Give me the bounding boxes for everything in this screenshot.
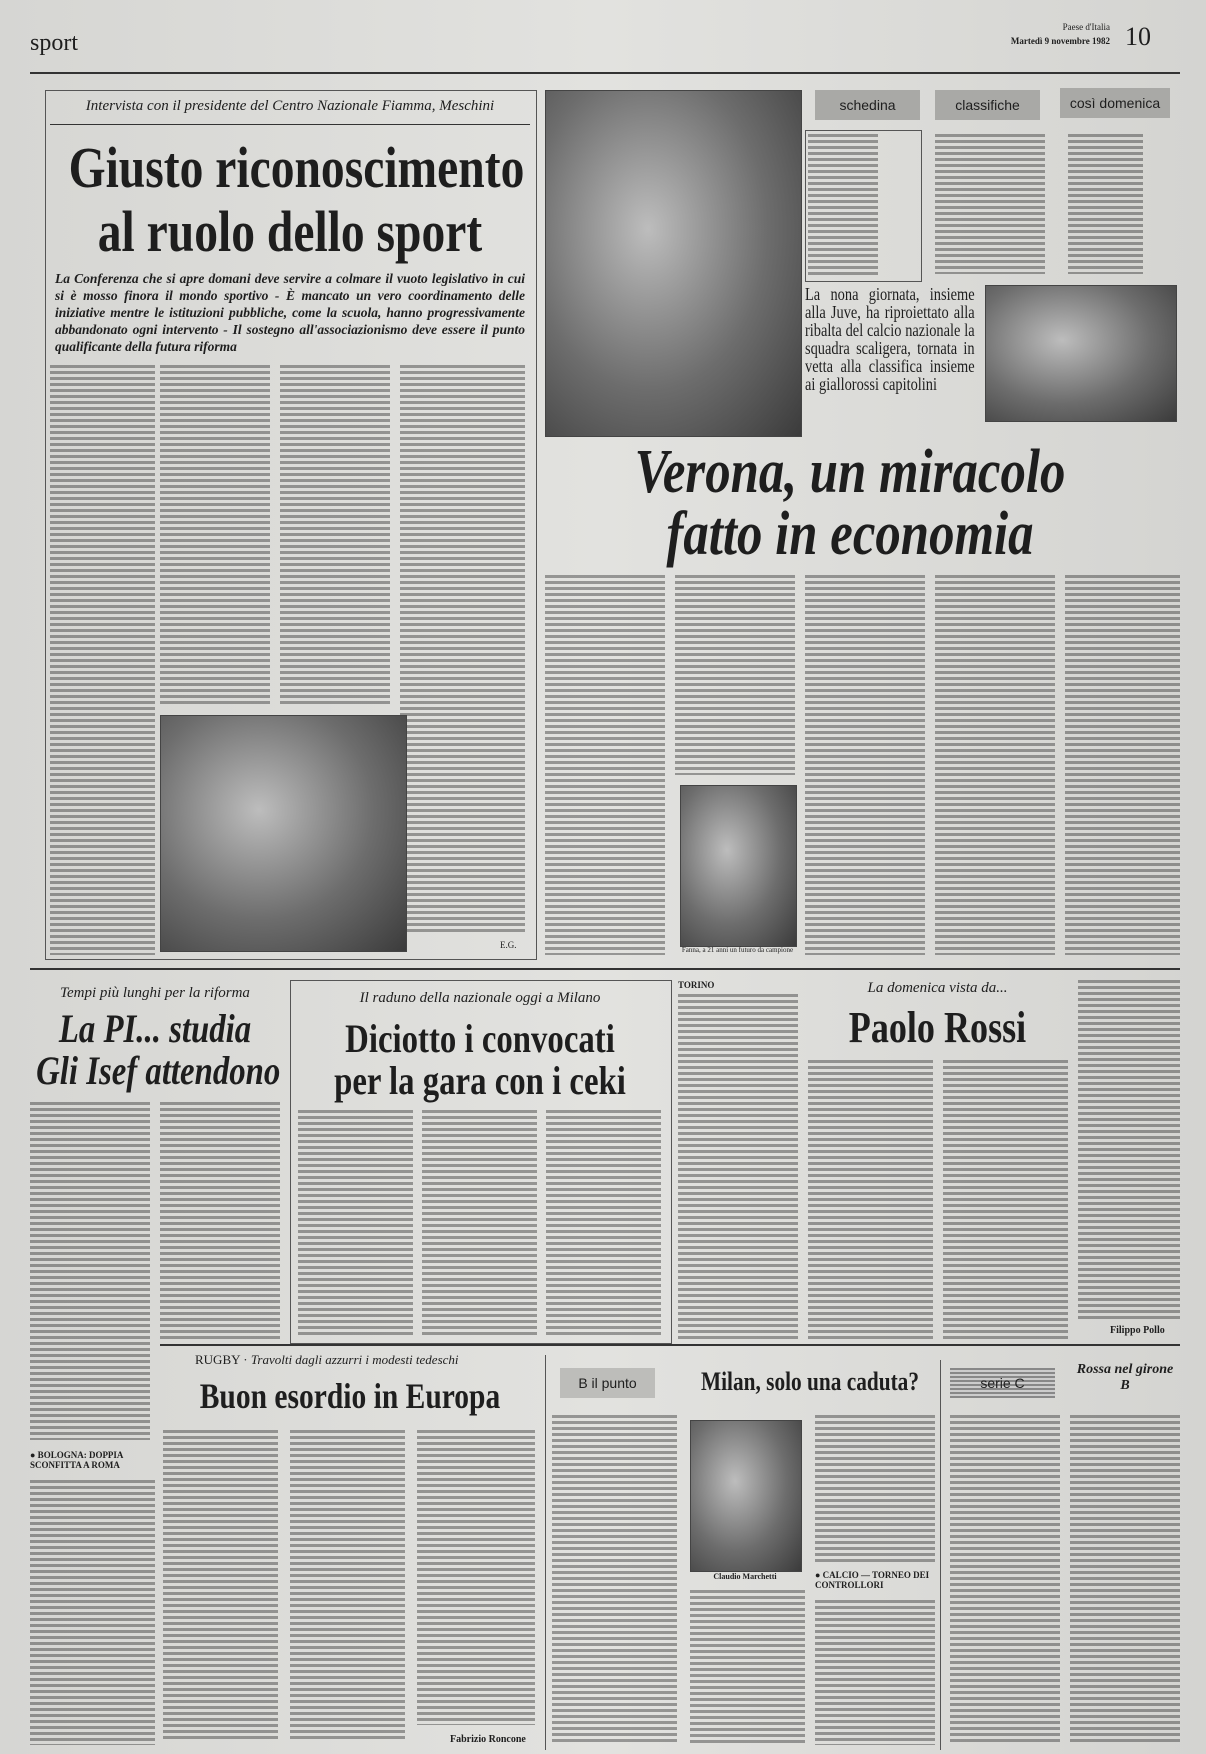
text-column: [690, 1590, 805, 1745]
b-il-punto-label: B il punto: [560, 1368, 655, 1398]
text-column: [943, 1060, 1068, 1340]
kicker-rule: [50, 124, 530, 125]
text-column: [422, 1110, 537, 1335]
signature: E.G.: [500, 940, 517, 950]
serie-c-headline: Rossa nel girone B: [1076, 1362, 1174, 1393]
page-number: 10: [1125, 22, 1151, 51]
schedina-rows: [808, 134, 878, 276]
rugby-label: RUGBY: [195, 1352, 241, 1367]
pi-kicker: Tempi più lunghi per la riforma: [60, 985, 250, 1001]
text-column: [950, 1415, 1060, 1745]
rugby-headline: Buon esordio in Europa: [199, 1376, 501, 1416]
tab-classifiche: classifiche: [935, 90, 1040, 120]
milan-photo-caption: Claudio Marchetti: [713, 1572, 777, 1581]
paper-name: Paese d'Italia: [1062, 22, 1110, 32]
pi-brief: ● BOLOGNA: DOPPIA SCONFITTA A ROMA: [30, 1450, 123, 1470]
text-column: [552, 1415, 677, 1745]
text-column: [1078, 980, 1180, 1320]
text-column: [678, 994, 798, 1339]
text-column: [808, 1060, 933, 1340]
top-headline-1: Giusto riconoscimento: [68, 135, 525, 200]
portrait-caption: Fanna, a 21 anni un futuro da campione: [681, 946, 794, 954]
football-action-photo: [545, 90, 802, 437]
text-column: [50, 365, 155, 955]
rossi-kicker: La domenica vista da...: [867, 980, 1008, 996]
text-column: [290, 1430, 405, 1740]
milan-headline: Milan, solo una caduta?: [701, 1367, 919, 1396]
rugby-byline: Fabrizio Roncone: [450, 1734, 526, 1745]
verona-headline-2: fatto in economia: [666, 500, 1034, 568]
section-rule: [160, 1344, 1180, 1346]
rugby-kicker-text: Travolti dagli azzurri i modesti tedeschi: [250, 1352, 459, 1367]
text-column: [815, 1415, 935, 1565]
top-kicker: Intervista con il presidente del Centro Nazionale Fiamma, Meschini: [85, 98, 495, 114]
date: Martedì 9 novembre 1982: [1010, 36, 1110, 46]
column-divider: [545, 1355, 546, 1750]
text-column: [298, 1110, 413, 1335]
rugby-kicker: RUGBY · Travolti dagli azzurri i modesti tedeschi: [195, 1352, 459, 1367]
section-rule: [30, 968, 1180, 970]
text-column: [160, 1102, 280, 1340]
tab-schedina: schedina: [815, 90, 920, 120]
pi-headline-2: Gli Isef attendono: [36, 1048, 281, 1093]
cosi-domenica-list: [1068, 134, 1143, 274]
fanna-portrait: [680, 785, 797, 947]
text-column: [545, 575, 665, 955]
text-column: [417, 1430, 535, 1725]
rossi-byline: Filippo Pollo: [1110, 1325, 1165, 1336]
text-column: [546, 1110, 661, 1335]
text-column: [675, 575, 795, 775]
tab-cosi-domenica: così domenica: [1060, 88, 1170, 118]
text-column: [1070, 1415, 1180, 1745]
juve-photo: [985, 285, 1177, 422]
text-column: [30, 1102, 150, 1440]
nazionale-kicker: Il raduno della nazionale oggi a Milano: [359, 990, 601, 1006]
player-portrait: [690, 1420, 802, 1572]
athletes-photo: [160, 715, 407, 952]
dateline: TORINO: [678, 980, 715, 990]
top-deck: La Conferenza che si apre domani deve servire a colmare il vuoto legislativo in cui si è mosso finora il mondo sportivo - È mancato un vero coordinamento delle iniziative mentre le istituzioni pubbliche, come la scuola, hanno progressivamente abbandonato ogni intervento - Il sostegno all'associazionismo deve essere il punto qualificante della futura riforma: [55, 271, 525, 354]
column-divider: [940, 1360, 941, 1750]
text-column: [1065, 575, 1180, 955]
text-column: [160, 365, 270, 705]
verona-headline-1: Verona, un miracolo: [634, 438, 1066, 506]
text-column: [163, 1430, 278, 1740]
text-column: [815, 1600, 935, 1745]
classifiche-text: [935, 134, 1045, 274]
pi-headline-1: La PI... studia: [58, 1006, 252, 1051]
nazionale-headline-1: Diciotto i convocati: [345, 1016, 615, 1061]
text-column: [280, 365, 390, 705]
text-column: [30, 1480, 155, 1745]
section-title: sport: [30, 30, 78, 56]
verona-caption: La nona giornata, insieme alla Juve, ha riproiettato alla ribalta del calcio nazionale la squadra scaligera, tornata in vetta alla classifica insieme ai giallorossi capitolini: [805, 284, 975, 394]
serie-c-label: serie C: [950, 1368, 1055, 1398]
text-column: [805, 575, 925, 955]
rossi-headline: Paolo Rossi: [848, 1003, 1027, 1052]
nazionale-headline-2: per la gara con i ceki: [334, 1058, 626, 1103]
milan-brief: ● CALCIO — TORNEO DEI CONTROLLORI: [815, 1570, 930, 1590]
text-column: [400, 365, 525, 935]
text-column: [935, 575, 1055, 955]
header-rule: [30, 72, 1180, 74]
top-headline-2: al ruolo dello sport: [97, 199, 483, 264]
